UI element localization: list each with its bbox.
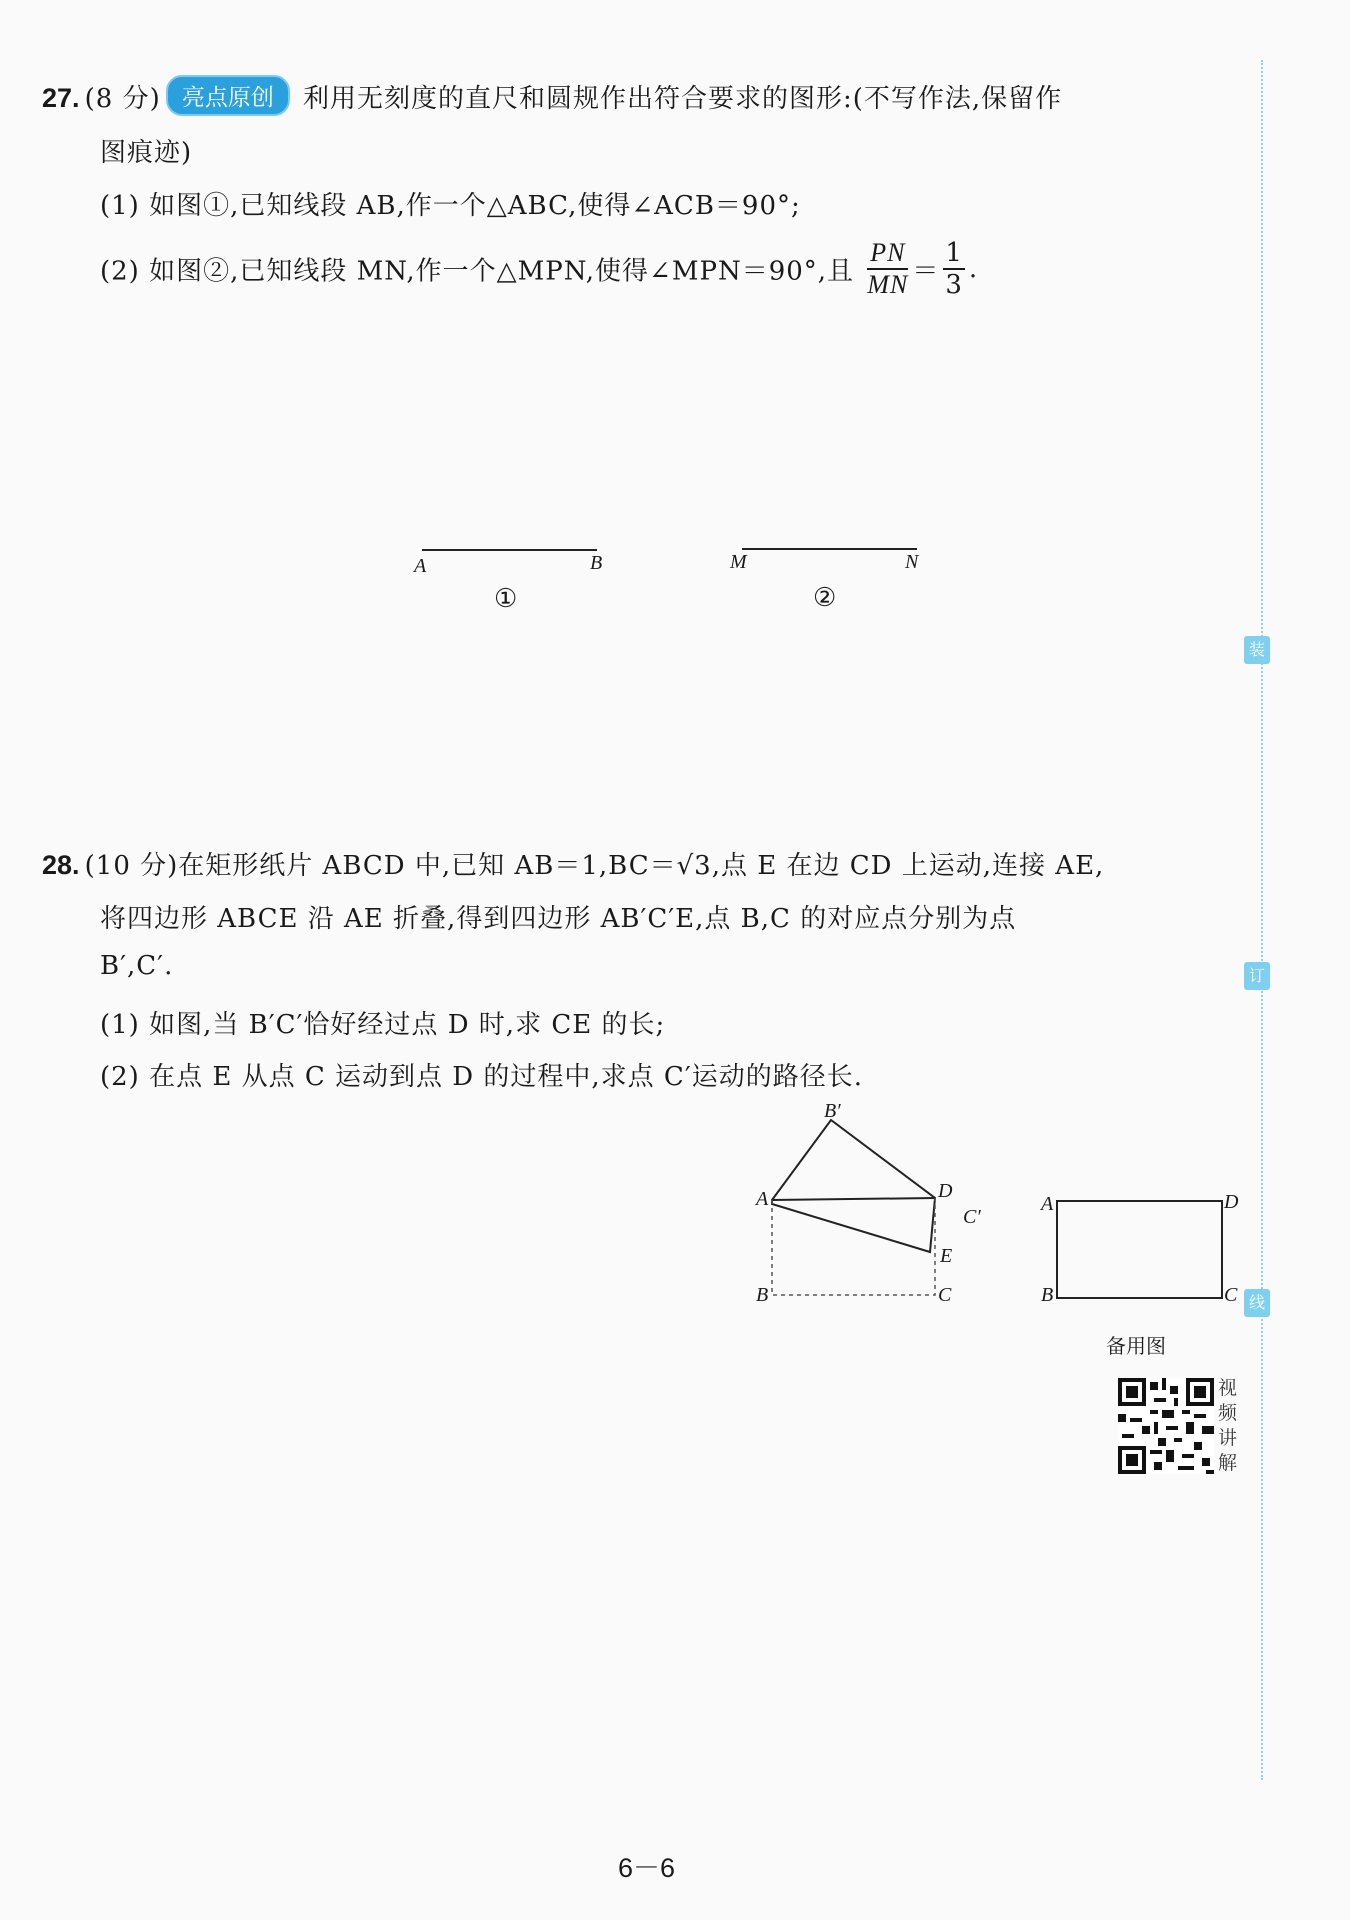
q27-fraction-one-third xyxy=(943,238,965,300)
fold-label-b: B xyxy=(756,1284,769,1306)
q27-points: (8 分) xyxy=(84,84,161,114)
qr-video-label xyxy=(1218,1376,1242,1476)
figure-2-caption: ② xyxy=(813,583,838,613)
period: . xyxy=(968,254,979,284)
equals-sign: ＝ xyxy=(912,256,940,287)
spare-rectangle xyxy=(1056,1200,1223,1299)
binding-cut-line xyxy=(1261,60,1263,1780)
fold-label-d: D xyxy=(938,1180,953,1202)
q28-heading xyxy=(42,845,1104,882)
segment-ab xyxy=(422,549,597,551)
q28-line2: 将四边形 ABCE 沿 AE 折叠,得到四边形 AB′C′E,点 B,C 的对应点分别为点 xyxy=(100,904,1017,934)
qr-text-char: 解 xyxy=(1218,1452,1238,1474)
q27-badge: 亮点原创 xyxy=(166,75,290,116)
q27-heading xyxy=(42,75,1062,116)
qr-code-icon[interactable] xyxy=(1118,1378,1214,1474)
q27-part1: (1) 如图①,已知线段 AB,作一个△ABC,使得∠ACB＝90°; xyxy=(100,191,801,221)
point-label-n: N xyxy=(905,551,919,573)
q27-fraction-pn-mn xyxy=(867,238,908,300)
qr-text-char: 讲 xyxy=(1218,1427,1238,1449)
q27-stem: 利用无刻度的直尺和圆规作出符合要求的图形:(不写作法,保留作 xyxy=(302,84,1063,114)
spare-label-b: B xyxy=(1041,1284,1054,1306)
segment-ad xyxy=(772,1198,935,1200)
qr-text-char: 频 xyxy=(1218,1402,1238,1424)
spare-label-a: A xyxy=(1041,1193,1054,1215)
point-label-b: B xyxy=(590,552,603,574)
fraction-denominator: 3 xyxy=(945,270,963,300)
segment-mn xyxy=(742,548,917,550)
fold-label-a: A xyxy=(756,1188,769,1210)
spare-figure-caption: 备用图 xyxy=(1106,1334,1166,1358)
q27-part2 xyxy=(100,238,978,300)
q28-part2: (2) 在点 E 从点 C 运动到点 D 的过程中,求点 C′运动的路径长. xyxy=(100,1062,863,1092)
side-tab-zhuang: 装 xyxy=(1244,636,1270,664)
side-tab-ding: 订 xyxy=(1244,962,1270,990)
point-label-m: M xyxy=(730,551,747,573)
q28-number: 28. xyxy=(42,850,80,880)
q27-part2-text: (2) 如图②,已知线段 MN,作一个△MPN,使得∠MPN＝90°,且 xyxy=(100,256,855,287)
qr-text-char: 视 xyxy=(1218,1377,1238,1399)
fraction-numerator: PN xyxy=(867,238,908,270)
spare-label-c: C xyxy=(1224,1284,1238,1306)
fold-diagram xyxy=(740,1090,1010,1315)
q28-part1: (1) 如图,当 B′C′恰好经过点 D 时,求 CE 的长; xyxy=(100,1010,666,1040)
fold-label-c-prime: C′ xyxy=(963,1206,981,1228)
figure-1-caption: ① xyxy=(494,584,519,614)
fold-label-c: C xyxy=(938,1284,952,1306)
fraction-denominator: MN xyxy=(867,270,909,299)
q27-stem-cont: 图痕迹) xyxy=(100,138,193,168)
spare-label-d: D xyxy=(1224,1191,1239,1213)
q27-number: 27. xyxy=(42,83,80,113)
page-number: 6－6 xyxy=(618,1853,676,1883)
fold-label-e: E xyxy=(940,1245,953,1267)
q28-line1: (10 分)在矩形纸片 ABCD 中,已知 AB＝1,BC＝√3,点 E 在边 CD 上运动,连接 AE, xyxy=(84,851,1105,881)
fraction-numerator: 1 xyxy=(945,238,963,268)
point-label-a: A xyxy=(414,555,427,577)
fold-label-b-prime: B′ xyxy=(824,1100,841,1122)
side-tab-xian: 线 xyxy=(1244,1289,1270,1317)
folded-quadrilateral xyxy=(772,1120,935,1252)
q28-line3: B′,C′. xyxy=(100,951,174,981)
